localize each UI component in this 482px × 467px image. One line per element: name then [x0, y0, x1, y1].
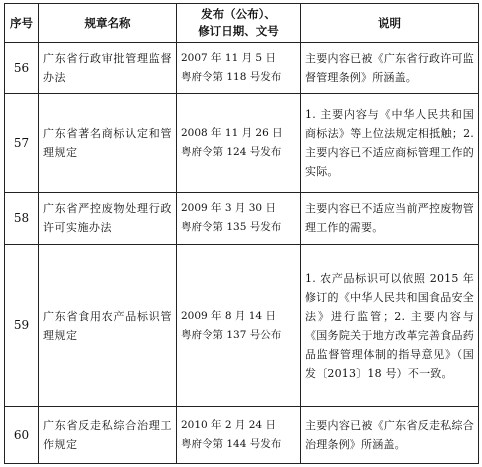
- row-note: 主要内容已不适应当前严控废物管理工作的需要。: [301, 193, 479, 244]
- header-issue-line2: 修订日期、文号: [198, 24, 279, 38]
- row-num: 57: [5, 94, 39, 193]
- header-note: 说明: [301, 4, 479, 43]
- table-row: [5, 94, 479, 193]
- row-num: 56: [5, 43, 39, 94]
- header-title: 规章名称: [39, 4, 177, 43]
- row-issue-doc: 粤府令第 124 号发布: [181, 146, 282, 159]
- table-row: [5, 407, 479, 464]
- row-title: 广东省食用农产品标识管理规定: [39, 244, 177, 407]
- row-title: 广东省反走私综合治理工作规定: [39, 407, 177, 464]
- row-issue-date: 2008 年 11 月 26 日: [181, 127, 283, 140]
- row-num: 58: [5, 193, 39, 244]
- table-row: [5, 244, 479, 407]
- table-row: [5, 193, 479, 244]
- row-title: 广东省严控废物处理行政许可实施办法: [39, 193, 177, 244]
- row-issue-date: 2009 年 3 月 30 日: [181, 202, 276, 215]
- header-issue: [177, 4, 301, 43]
- regulations-table: [4, 3, 479, 464]
- table-row: [5, 43, 479, 94]
- row-issue: [177, 94, 301, 193]
- row-issue-date: 2009 年 8 月 14 日: [181, 309, 276, 322]
- header-issue-line1: 发布（公布）、: [201, 7, 276, 21]
- header-num: 序号: [5, 4, 39, 43]
- row-num: 60: [5, 407, 39, 464]
- row-num: 59: [5, 244, 39, 407]
- row-note: 主要内容已被《广东省反走私综合治理条例》所涵盖。: [301, 407, 479, 464]
- row-issue-doc: 粤府令第 118 号发布: [181, 71, 282, 84]
- table-header-row: [5, 4, 479, 43]
- row-title: 广东省著名商标认定和管理规定: [39, 94, 177, 193]
- row-issue: [177, 407, 301, 464]
- row-note: 主要内容已被《广东省行政许可监督管理条例》所涵盖。: [301, 43, 479, 94]
- row-issue-date: 2010 年 2 月 24 日: [181, 419, 276, 432]
- row-issue-doc: 粤府令第 135 号发布: [181, 221, 282, 234]
- row-title: 广东省行政审批管理监督办法: [39, 43, 177, 94]
- row-note: 1. 农产品标识可以依照 2015 年修订的《中华人民共和国食品安全法》进行监管；2. 主要内容与《国务院关于地方改革完善食品药品监督管理体制的指导意见》（国发〔2013〕18 号）不一致。: [301, 244, 479, 407]
- row-issue-date: 2007 年 11 月 5 日: [181, 52, 276, 65]
- row-issue: [177, 244, 301, 407]
- row-issue-doc: 粤府令第 144 号发布: [181, 438, 282, 451]
- row-issue-doc: 粤府令第 137 号公布: [181, 328, 282, 341]
- row-issue: [177, 43, 301, 94]
- row-issue: [177, 193, 301, 244]
- row-note: 1. 主要内容与《中华人民共和国商标法》等上位法规定相抵触；2. 主要内容已不适应商标管理工作的实际。: [301, 94, 479, 193]
